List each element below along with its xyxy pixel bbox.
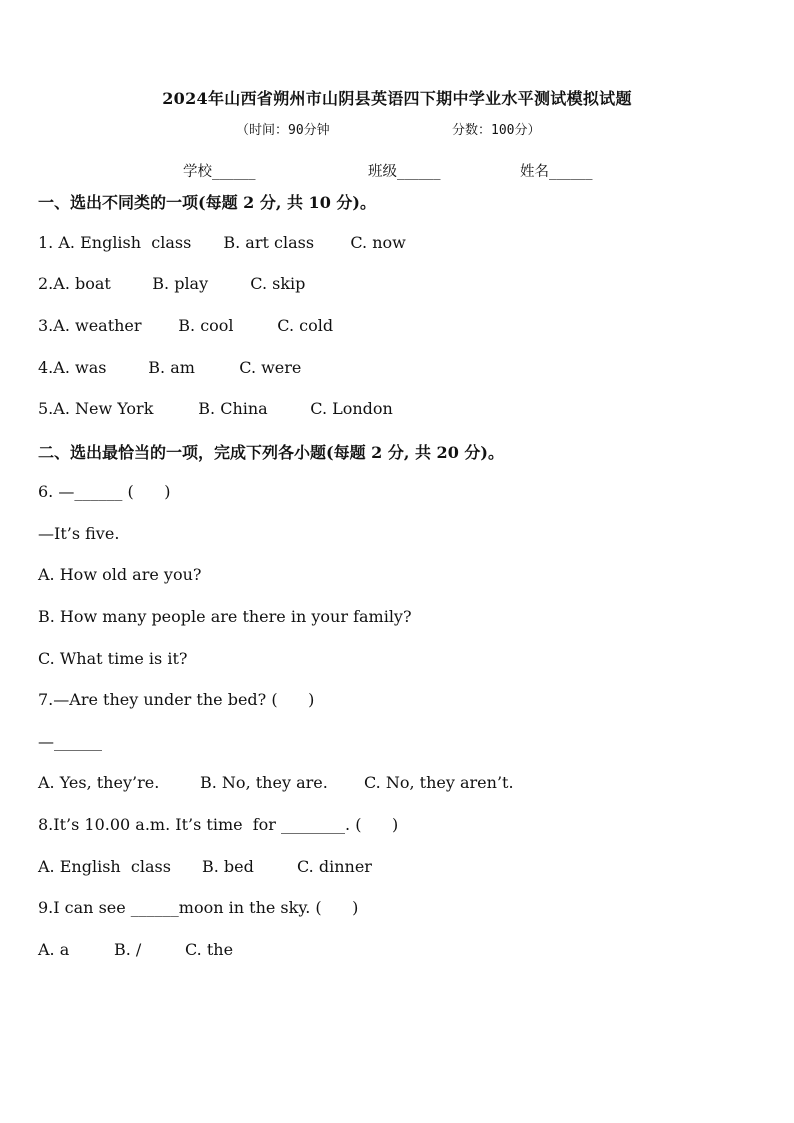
option-c: C. now (350, 233, 406, 252)
question-6-stem: 6. —______ ( ) (38, 482, 171, 501)
option-b: B. art class (223, 233, 315, 252)
question-6-option-b: B. How many people are there in your family? (38, 607, 412, 626)
exam-time: （时间：90分钟 (236, 123, 330, 138)
option-a: A. weather (53, 316, 142, 335)
question-6-option-c: C. What time is it? (38, 649, 188, 668)
question-9-options (38, 940, 233, 959)
option-a: A. was (53, 358, 107, 377)
question-2 (38, 274, 305, 293)
option-a: A. New York (53, 399, 154, 418)
question-5 (38, 399, 393, 418)
question-1 (38, 233, 406, 252)
option-b: B. bed (202, 857, 254, 876)
question-9-stem: 9.I can see ______moon in the sky. ( ) (38, 898, 359, 917)
option-a: A. boat (53, 274, 111, 293)
question-4 (38, 358, 301, 377)
question-number: 4. (38, 358, 54, 377)
class-field: 班级______ (368, 164, 441, 180)
option-c: C. No, they aren’t. (364, 773, 514, 792)
option-c: C. the (185, 940, 234, 959)
question-number: 2. (38, 274, 54, 293)
option-a: A. Yes, they’re. (38, 773, 160, 792)
school-field: 学校______ (183, 164, 256, 180)
question-7-answer-line: —______ (38, 732, 102, 751)
question-3 (38, 316, 333, 335)
question-7-stem: 7.—Are they under the bed? ( ) (38, 690, 315, 709)
exam-score: 分数：100分） (452, 123, 541, 138)
section-2-heading: 二、选出最恰当的一项，完成下列各小题(每题 2 分, 共 20 分)。 (38, 443, 504, 462)
question-number: 5. (38, 399, 54, 418)
question-number: 3. (38, 316, 54, 335)
question-7-options (38, 773, 514, 792)
option-a: A. English class (58, 233, 192, 252)
name-field: 姓名______ (520, 164, 593, 180)
option-b: B. / (114, 940, 142, 959)
option-c: C. London (310, 399, 393, 418)
option-c: C. cold (277, 316, 334, 335)
option-b: B. play (152, 274, 209, 293)
option-b: B. China (198, 399, 268, 418)
option-c: C. skip (250, 274, 306, 293)
section-1-heading: 一、选出不同类的一项(每题 2 分, 共 10 分)。 (38, 193, 376, 212)
question-6-option-a: A. How old are you? (38, 565, 202, 584)
option-c: C. were (239, 358, 302, 377)
option-a: A. English class (38, 857, 171, 876)
option-c: C. dinner (297, 857, 372, 876)
question-8-options (38, 857, 372, 876)
page-title: 2024年山西省朔州市山阴县英语四下期中学业水平测试模拟试题 (162, 89, 632, 108)
option-b: B. cool (178, 316, 234, 335)
question-8-stem: 8.It’s 10.00 a.m. It’s time for ________. ( ) (38, 815, 399, 834)
option-b: B. am (148, 358, 195, 377)
question-6-answer-line: —It’s five. (38, 524, 120, 543)
option-a: A. a (38, 940, 70, 959)
option-b: B. No, they are. (200, 773, 328, 792)
question-number: 1. (38, 233, 59, 252)
